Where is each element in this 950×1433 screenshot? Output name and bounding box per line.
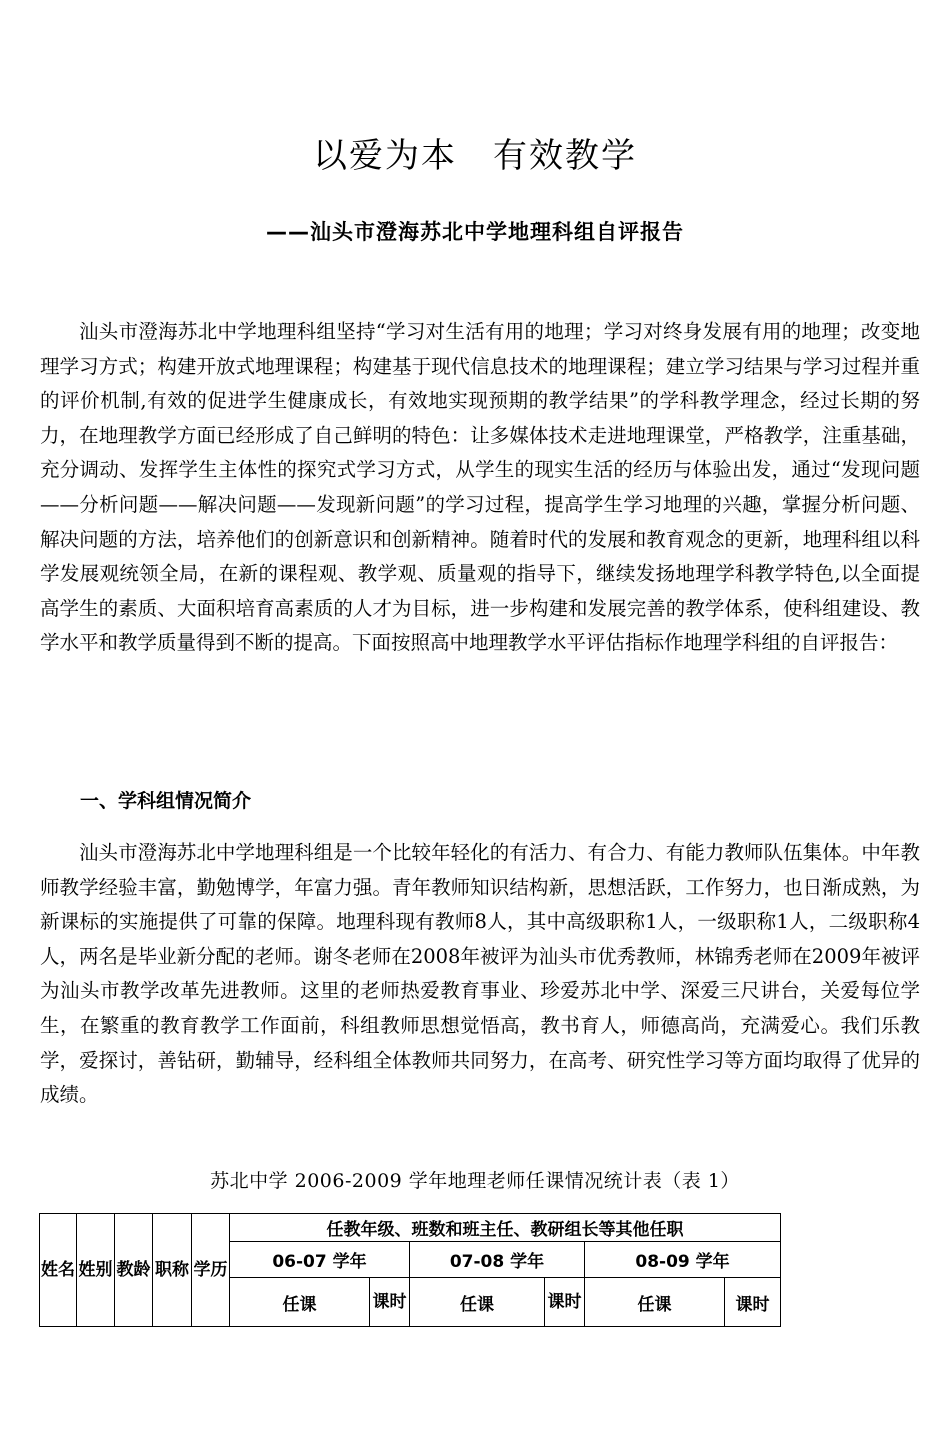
header-hours-0708: 课时 xyxy=(545,1278,585,1327)
header-degree: 学历 xyxy=(192,1214,230,1327)
intro-paragraph: 汕头市澄海苏北中学地理科组坚持“学习对生活有用的地理；学习对终身发展有用的地理；改变地理学习方式；构建开放式地理课程；构建基于现代信息技术的地理课程；建立学习结果与学习过程并重的评价机制,有效的促进学生健康成长，有效地实现预期的教学结果”的学科教学理念，经过长期的努力，在地理教学方面已经形成了自己鲜明的特色：让多媒体技术走进地理课堂，严格教学，注重基础，充分调动、发挥学生主体性的探究式学习方式，从学生的现实生活的经历与体验出发，通过“发现问题——分析问题——解决问题——发现新问题”的学习过程，提高学生学习地理的兴趣，掌握分析问题、解决问题的方法，培养他们的创新意识和创新精神。随着时代的发展和教育观念的更新，地理科组以科学发展观统领全局，在新的课程观、教学观、质量观的指导下，继续发扬地理学科教学特色,以全面提高学生的素质、大面积培育高素质的人才为目标，进一步构建和发展完善的教学体系，使科组建设、教学水平和教学质量得到不断的提高。下面按照高中地理教学水平评估指标作地理学科组的自评报告： xyxy=(40,320,920,655)
section-heading: 一、学科组情况简介 xyxy=(80,790,252,812)
header-group: 任教年级、班数和班主任、教研组长等其他任职 xyxy=(230,1214,781,1242)
header-course-0607: 任课 xyxy=(230,1278,370,1327)
header-course-0708: 任课 xyxy=(410,1278,545,1327)
header-name: 姓名 xyxy=(40,1214,77,1327)
header-year-0708: 07-08 学年 xyxy=(410,1242,585,1278)
group-intro-paragraph: 汕头市澄海苏北中学地理科组是一个比较年轻化的有活力、有合力、有能力教师队伍集体。中年教师教学经验丰富，勤勉博学，年富力强。青年教师知识结构新，思想活跃，工作努力，也日渐成熟，为新课标的实施提供了可靠的保障。地理科现有教师8人，其中高级职称1人，一级职称1人，二级职称4人，两名是毕业新分配的老师。谢冬老师在2008年被评为汕头市优秀教师，林锦秀老师在2009年被评为汕头市教学改革先进教师。这里的老师热爱教育事业、珍爱苏北中学、深爱三尺讲台，关爱每位学生，在繁重的教育教学工作面前，科组教师思想觉悟高，教书育人，师德高尚，充满爱心。我们乐教学，爱探讨，善钻研，勤辅导，经科组全体教师共同努力，在高考、研究性学习等方面均取得了优异的成绩。 xyxy=(40,841,920,1107)
header-hours-0809: 课时 xyxy=(725,1278,781,1327)
table-caption: 苏北中学 2006-2009 学年地理老师任课情况统计表（表 1） xyxy=(210,1170,740,1192)
header-title: 职称 xyxy=(153,1214,192,1327)
teacher-course-table xyxy=(39,1213,781,1327)
header-teaching-years: 教龄 xyxy=(115,1214,153,1327)
page-title: 以爱为本 有效教学 xyxy=(313,136,637,176)
header-year-0607: 06-07 学年 xyxy=(230,1242,410,1278)
header-course-0809: 任课 xyxy=(585,1278,725,1327)
header-year-0809: 08-09 学年 xyxy=(585,1242,781,1278)
page-subtitle: ——汕头市澄海苏北中学地理科组自评报告 xyxy=(266,220,684,244)
header-hours-0607: 课时 xyxy=(370,1278,410,1327)
header-gender: 姓别 xyxy=(77,1214,115,1327)
